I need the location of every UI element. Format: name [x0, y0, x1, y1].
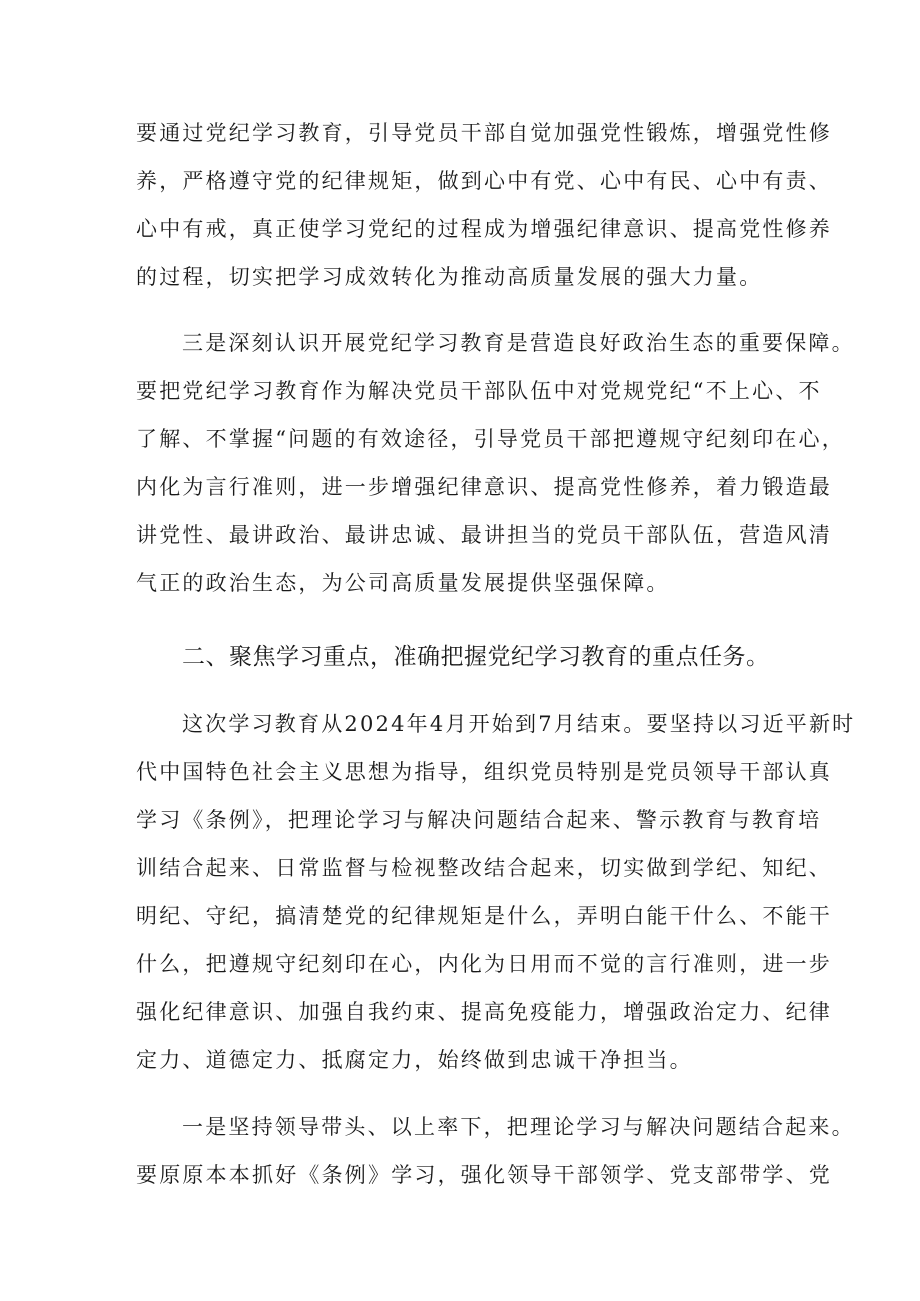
text-line: 定力、道德定力、抵腐定力，始终做到忠诚干净担当。 — [136, 1048, 693, 1072]
text-line: 讲党性、最讲政治、最讲忠诚、最讲担当的党员干部队伍，营造风清 — [136, 523, 832, 547]
text-line: 代中国特色社会主义思想为指导，组织党员特别是党员领导干部认真 — [136, 760, 832, 784]
text-line: 的过程，切实把学习成效转化为推动高质量发展的强大力量。 — [136, 265, 763, 289]
section-heading: 二、聚焦学习重点，准确把握党纪学习教育的重点任务。 — [182, 644, 770, 670]
text-line: 训结合起来、日常监督与检视整改结合起来，切实做到学纪、知纪、 — [136, 856, 832, 880]
text-line: 了解、不掌握“问题的有效途径，引导党员干部把遵规守纪刻印在心， — [136, 427, 845, 451]
text-line: 一是坚持领导带头、以上率下，把理论学习与解决问题结合起来。 — [182, 1115, 855, 1139]
paragraph-party-discipline-education-purpose — [136, 109, 832, 301]
text-line: 气正的政治生态，为公司高质量发展提供坚强保障。 — [136, 571, 670, 595]
text-line: 心中有戒，真正使学习党纪的过程成为增强纪律意识、提高党性修养 — [136, 217, 832, 241]
text-line: 三是深刻认识开展党纪学习教育是营造良好政治生态的重要保障。 — [182, 331, 855, 355]
text-line: 什么，把遵规守纪刻印在心，内化为日用而不觉的言行准则，进一步 — [136, 952, 832, 976]
text-line: 明纪、守纪，搞清楚党的纪律规矩是什么，弄明白能干什么、不能干 — [136, 904, 832, 928]
paragraph-political-ecology — [136, 319, 855, 607]
paragraph-leadership-example — [136, 1103, 855, 1199]
text-line: 要通过党纪学习教育，引导党员干部自觉加强党性锻炼，增强党性修 — [136, 121, 832, 145]
paragraph-study-schedule — [136, 700, 856, 1084]
text-line: 这次学习教育从2024年4月开始到7月结束。要坚持以习近平新时 — [182, 712, 856, 736]
text-line: 内化为言行准则，进一步增强纪律意识、提高党性修养，着力锻造最 — [136, 475, 832, 499]
text-line: 养，严格遵守党的纪律规矩，做到心中有党、心中有民、心中有责、 — [136, 169, 832, 193]
text-line: 强化纪律意识、加强自我约束、提高免疫能力，增强政治定力、纪律 — [136, 1000, 832, 1024]
text-line: 学习《条例》，把理论学习与解决问题结合起来、警示教育与教育培 — [136, 808, 822, 832]
text-line: 要原原本本抓好《条例》学习，强化领导干部领学、党支部带学、党 — [136, 1163, 832, 1187]
text-line: 要把党纪学习教育作为解决党员干部队伍中对党规党纪“不上心、不 — [136, 379, 822, 403]
